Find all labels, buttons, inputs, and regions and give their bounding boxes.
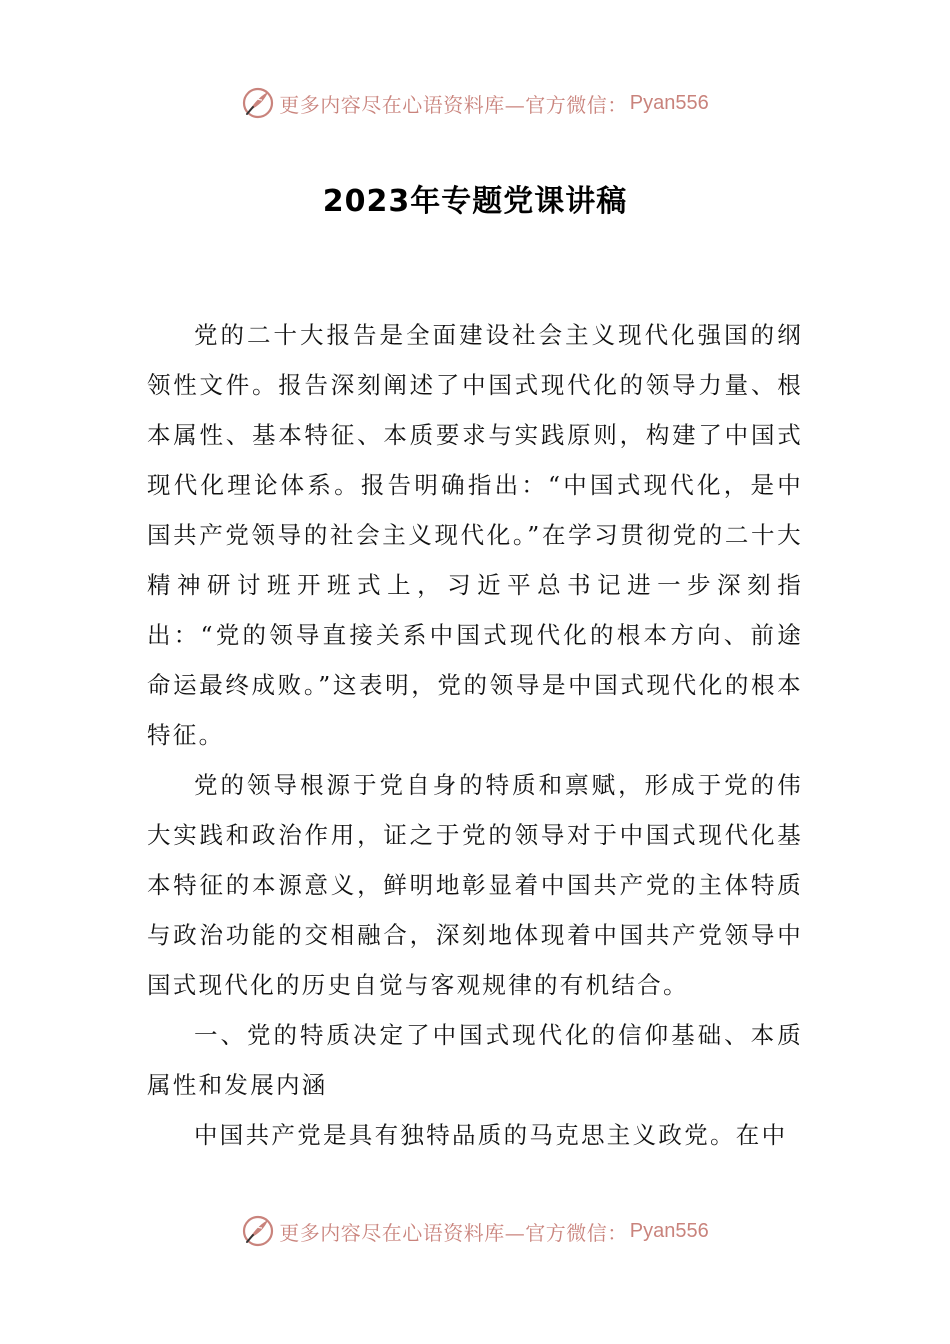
body-paragraph-3: 中国共产党是具有独特品质的马克思主义政党。在中 xyxy=(194,1121,788,1149)
body-paragraph-2: 党的领导根源于党自身的特质和禀赋，形成于党的伟大实践和政治作用，证之于党的领导对于中国式现代化基本特征的本源意义，鲜明地彰显着中国共产党的主体特质与政治功能的交相融合，深刻地体现着中国共产党领导中国式现代化的历史自觉与客观规律的有机结合。 xyxy=(147,771,803,999)
header-watermark-text: 更多内容尽在心语资料库—官方微信： xyxy=(279,92,628,117)
header-watermark-banner xyxy=(0,83,950,123)
document-title: 2023年专题党课讲稿 xyxy=(322,184,628,219)
footer-watermark-banner xyxy=(0,1211,950,1251)
quill-logo-icon xyxy=(241,1214,275,1248)
document-body xyxy=(147,310,803,1160)
body-paragraph-1: 党的二十大报告是全面建设社会主义现代化强国的纲领性文件。报告深刻阐述了中国式现代化的领导力量、根本属性、基本特征、本质要求与实践原则，构建了中国式现代化理论体系。报告明确指出：“中国式现代化，是中国共产党领导的社会主义现代化。”在学习贯彻党的二十大精神研讨班开班式上，习近平总书记进一步深刻指出：“党的领导直接关系中国式现代化的根本方向、前途命运最终成败。”这表明，党的领导是中国式现代化的根本特征。 xyxy=(147,321,803,749)
quill-logo-icon xyxy=(241,86,275,120)
footer-wechat-id: Pyan556 xyxy=(629,1219,709,1242)
footer-watermark-text: 更多内容尽在心语资料库—官方微信： xyxy=(279,1220,628,1245)
header-wechat-id: Pyan556 xyxy=(629,91,709,114)
section-heading-1: 一、党的特质决定了中国式现代化的信仰基础、本质属性和发展内涵 xyxy=(147,1021,803,1099)
